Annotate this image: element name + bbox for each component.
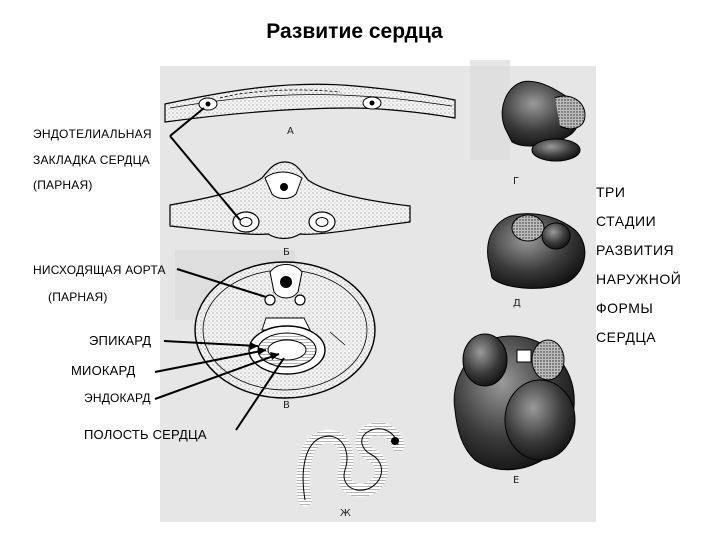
figure-letter-e: Е <box>513 475 520 486</box>
right-text-line2: СТАДИИ <box>596 213 657 229</box>
figure-letter-a: А <box>287 126 294 137</box>
figure-letter-b: Б <box>283 247 290 258</box>
right-text-line4: НАРУЖНОЙ <box>596 271 682 287</box>
label-endothelial-line1: ЭНДОТЕЛИАЛЬНАЯ <box>33 127 152 141</box>
label-aorta-line2: (ПАРНАЯ) <box>48 290 108 304</box>
label-endothelial-line3: (ПАРНАЯ) <box>33 178 93 192</box>
figure-letter-d: Д <box>513 298 521 309</box>
figure-letter-v: В <box>283 400 290 411</box>
right-text-line3: РАЗВИТИЯ <box>596 242 675 258</box>
label-endocard: ЭНДОКАРД <box>84 391 151 405</box>
label-endothelial-line2: ЗАКЛАДКА СЕРДЦА <box>33 153 150 167</box>
page-title: Развитие сердца <box>266 20 443 43</box>
label-cavity: ПОЛОСТЬ СЕРДЦА <box>84 427 207 442</box>
label-aorta-line1: НИСХОДЯЩАЯ АОРТА <box>33 263 166 277</box>
right-text-line6: СЕРДЦА <box>596 329 657 345</box>
label-epicard: ЭПИКАРД <box>89 333 152 348</box>
figure-letter-g: Г <box>513 176 520 187</box>
right-text-line5: ФОРМЫ <box>596 300 654 316</box>
right-text-line1: ТРИ <box>596 184 626 200</box>
label-myocard: МИОКАРД <box>71 363 136 378</box>
stage-e-heart <box>454 334 575 470</box>
figure-letter-zh: Ж <box>340 508 351 519</box>
